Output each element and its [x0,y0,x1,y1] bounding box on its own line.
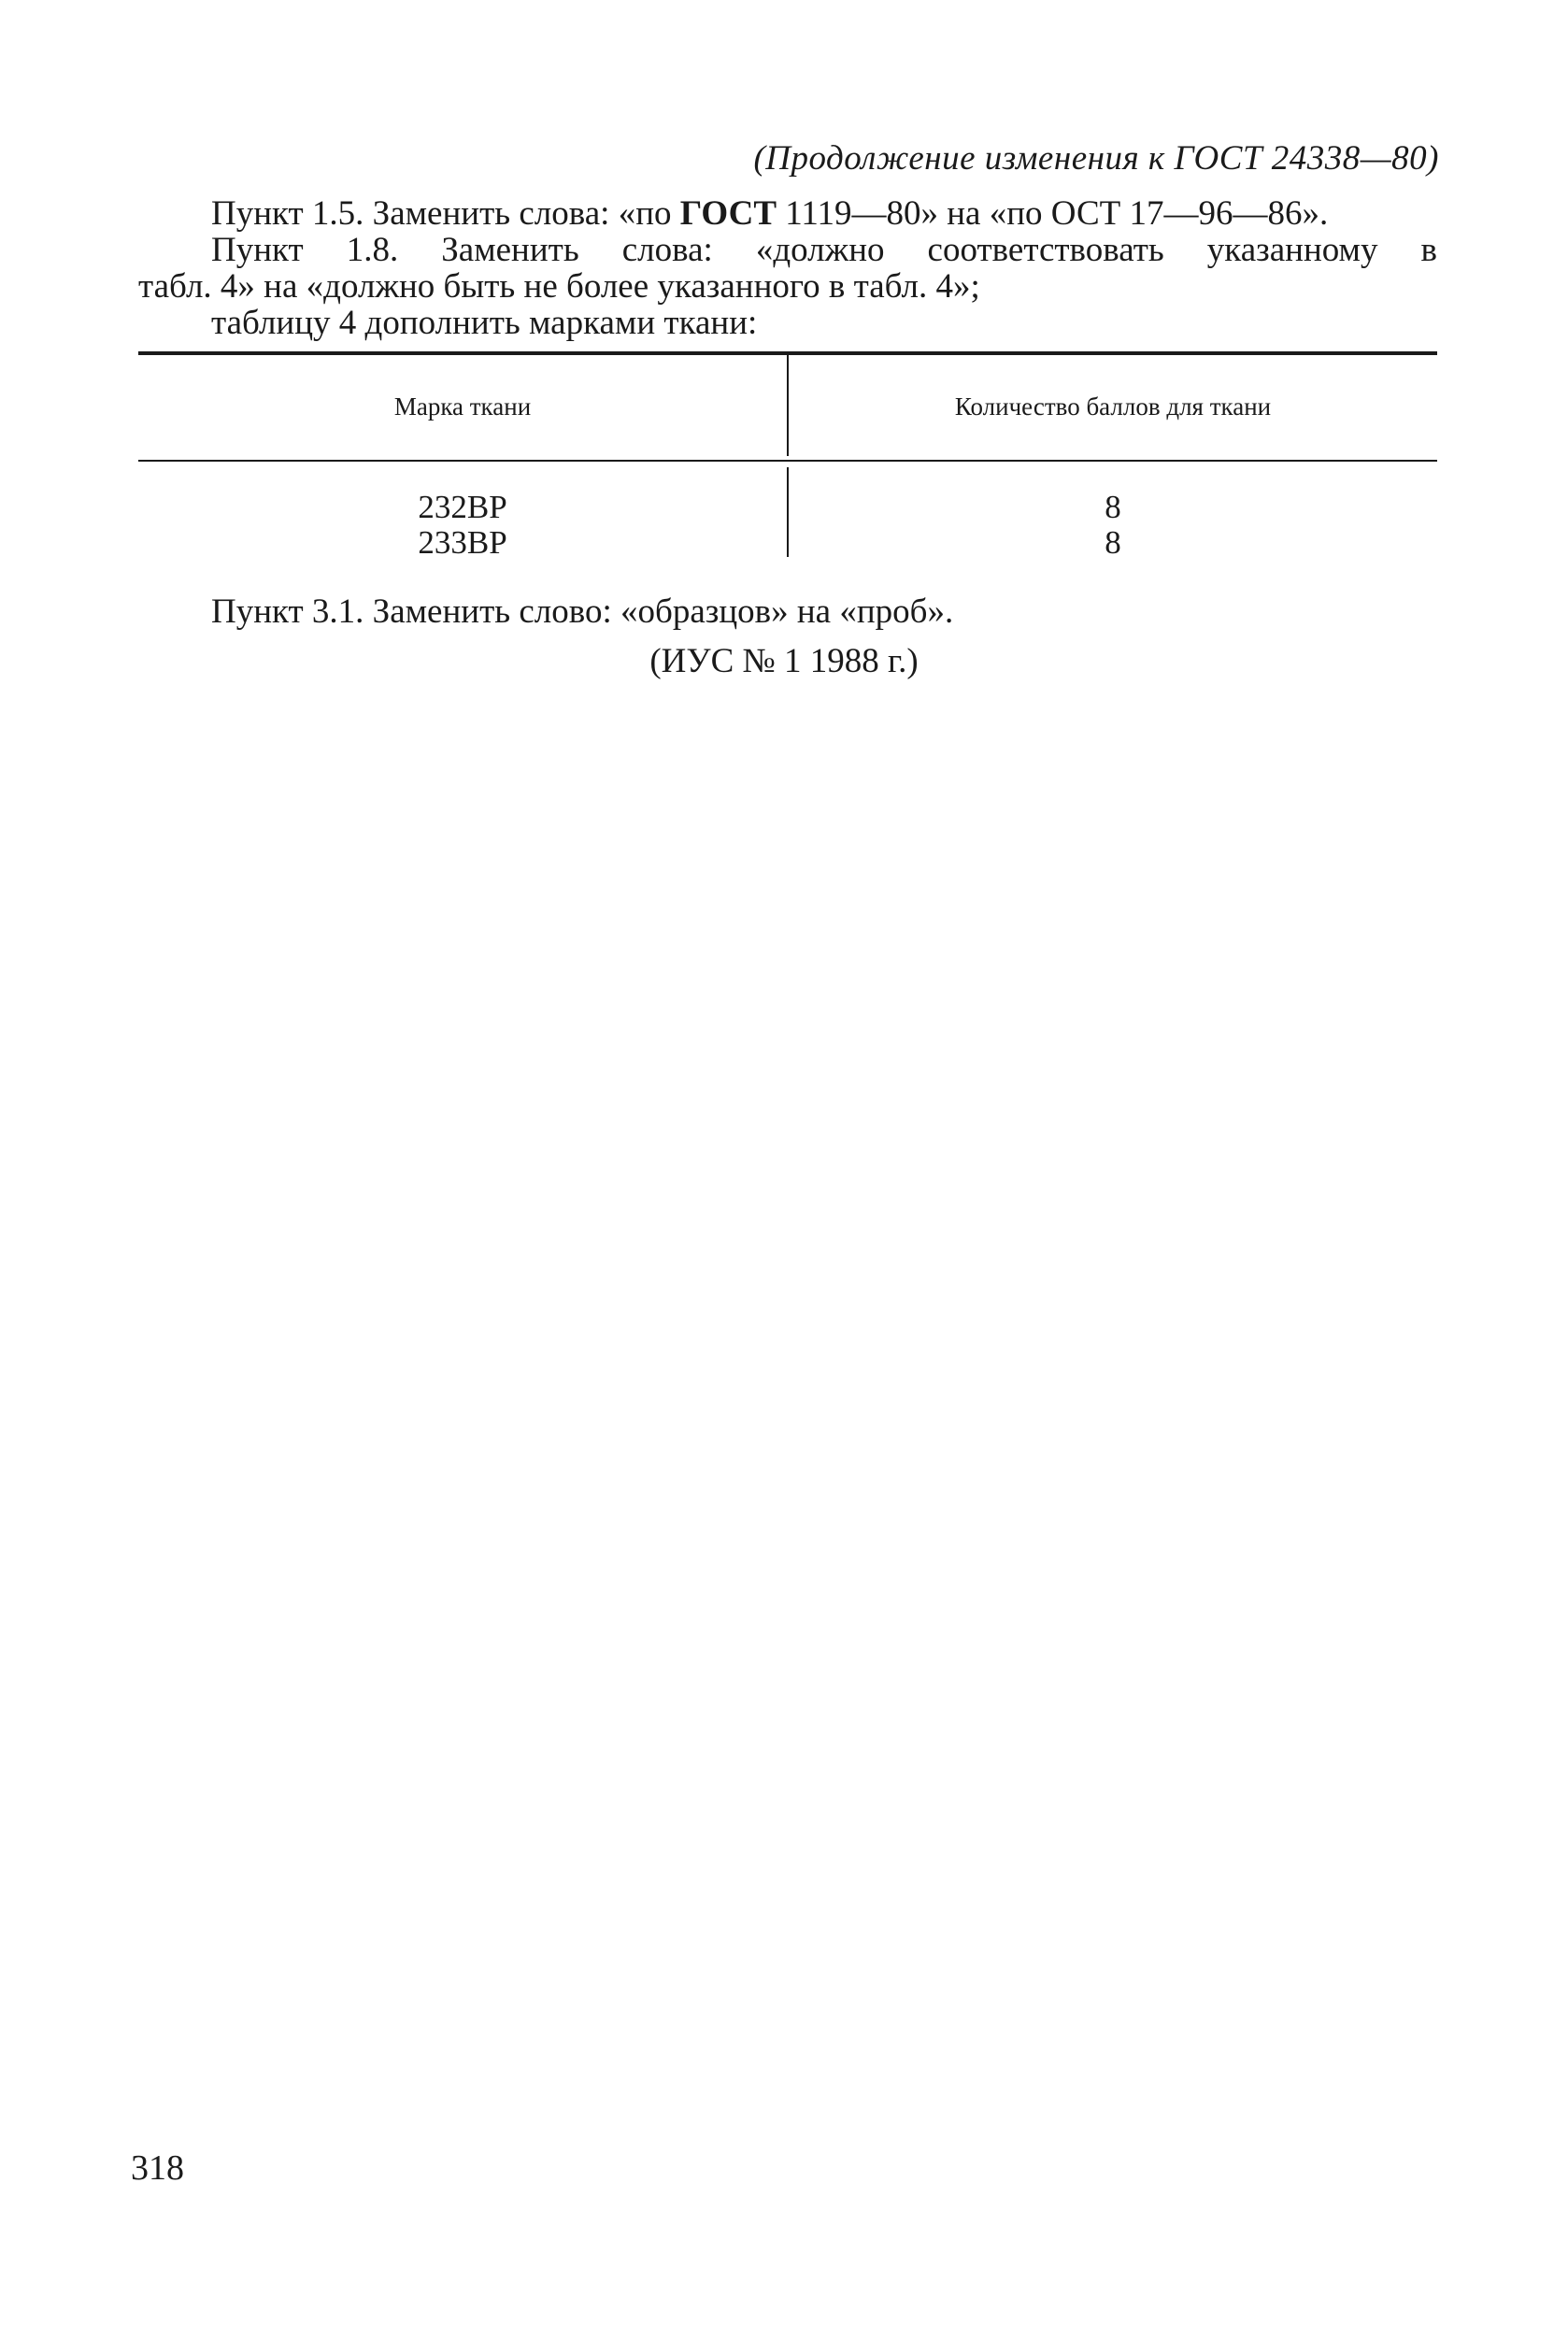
table-intro: таблицу 4 дополнить марками ткани: [211,304,758,342]
word: «должно [755,231,885,269]
word: 1.8. [346,231,399,269]
paragraph-item-1-8-continuation: табл. 4» на «должно быть не более указанного в табл. 4»; [138,267,980,306]
cell-score: 8 [1105,524,1121,561]
word: Пункт [211,231,304,269]
paragraph-text: 1119—80» на «по ОСТ 17—96—86». [777,194,1329,233]
source-reference: (ИУС № 1 1988 г.) [649,642,919,680]
page-number: 318 [131,2148,184,2188]
cell-score: 8 [1105,489,1121,525]
table-header-fabric-grade: Марка ткани [393,392,532,421]
word: в [1420,231,1437,269]
table-body [138,490,1437,561]
paragraph-item-3-1: Пункт 3.1. Заменить слово: «образцов» на «проб». [211,592,954,631]
table-header-score-count: Количество баллов для ткани [954,392,1272,421]
paragraph-item-1-8 [211,231,1437,270]
standard-name: ГОСТ [679,194,777,233]
word: слова: [621,231,713,269]
paragraph-item-1-5 [211,194,1328,234]
table-row [138,490,1437,525]
cell-fabric-grade: 232ВР [418,489,507,525]
paragraph-text: Пункт 1.5. Заменить слова: «по [211,194,680,233]
cell-fabric-grade: 233ВР [418,524,507,561]
word: соответствовать [927,231,1164,269]
word: Заменить [441,231,579,269]
continuation-header: (Продолжение изменения к ГОСТ 24338—80) [753,139,1439,178]
fabric-table [138,351,1437,561]
word: указанному [1206,231,1378,269]
table-row [138,525,1437,561]
table-header-rule [138,460,1437,462]
